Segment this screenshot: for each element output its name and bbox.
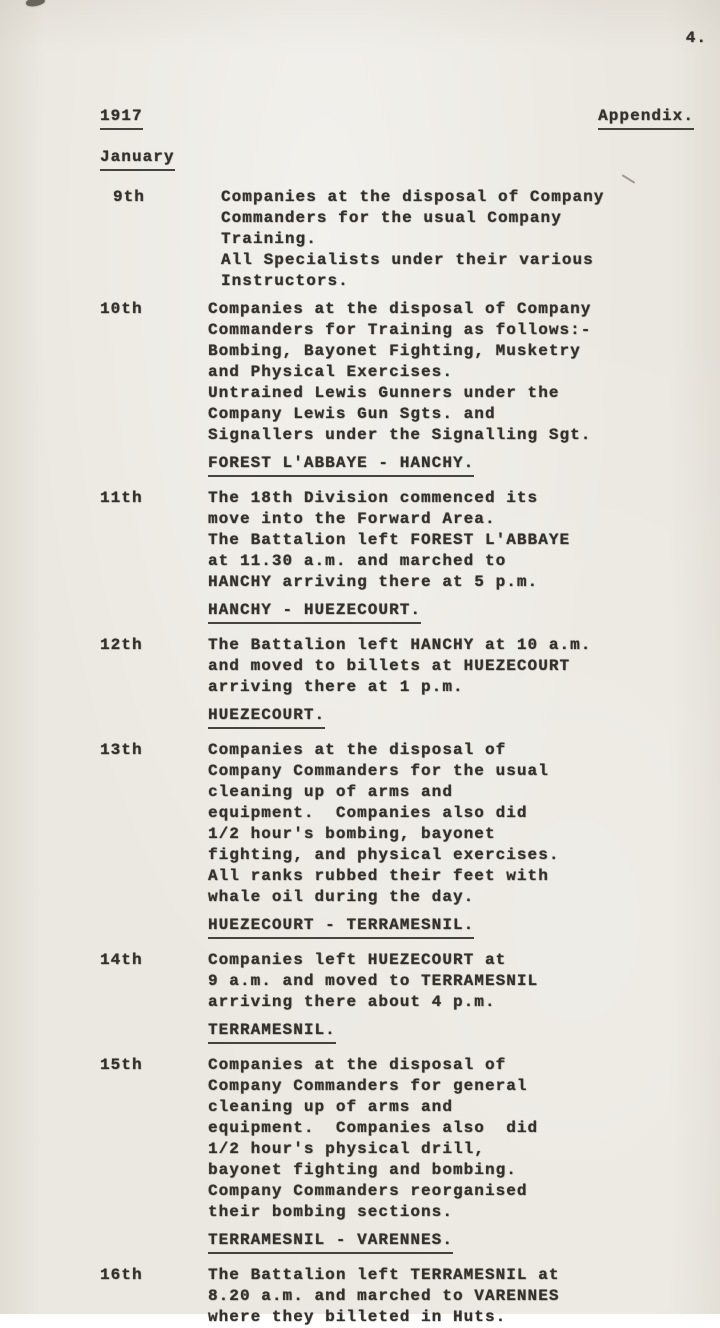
- entry-line: Training.: [221, 230, 317, 248]
- entry-line: fighting, and physical exercises.: [208, 846, 560, 864]
- month-label: January: [100, 147, 175, 171]
- entry-line: and moved to billets at HUEZECOURT: [208, 657, 571, 675]
- diary-entry: [100, 453, 700, 593]
- diary-entry: [100, 1020, 700, 1223]
- entry-date: 10th: [100, 300, 143, 318]
- page-header: [0, 0, 720, 130]
- route-heading-text: HUEZECOURT - TERRAMESNIL.: [208, 915, 474, 939]
- entry-lines: [208, 1055, 700, 1223]
- entry-date: 13th: [100, 741, 143, 759]
- entry-lines: [208, 488, 700, 593]
- route-heading: [208, 600, 700, 624]
- entry-row: [100, 488, 700, 593]
- entry-line: move into the Forward Area.: [208, 510, 496, 528]
- entry-line: Untrained Lewis Gunners under the: [208, 384, 560, 402]
- entry-line: Company Commanders reorganised: [208, 1182, 528, 1200]
- entry-row: [100, 1055, 700, 1223]
- month-row: [0, 130, 720, 171]
- entry-line: Companies left HUEZECOURT at: [208, 951, 507, 969]
- entry-line: 1/2 hour's bombing, bayonet: [208, 825, 496, 843]
- entry-line: 9 a.m. and moved to TERRAMESNIL: [208, 972, 539, 990]
- entry-line: equipment. Companies also did: [208, 804, 528, 822]
- entry-line: arriving there about 4 p.m.: [208, 993, 496, 1011]
- entry-line: Commanders for the usual Company: [221, 209, 562, 227]
- entry-line: All Specialists under their various: [221, 251, 594, 269]
- diary-entry: [100, 299, 700, 446]
- entry-row: [100, 635, 700, 698]
- entry-lines: [208, 950, 700, 1013]
- year-label: 1917: [100, 106, 143, 130]
- route-heading-text: TERRAMESNIL.: [208, 1020, 336, 1044]
- entry-line: The Battalion left HANCHY at 10 a.m.: [208, 636, 592, 654]
- entry-line: cleaning up of arms and: [208, 783, 453, 801]
- entry-date: 16th: [100, 1266, 143, 1284]
- route-heading-text: HANCHY - HUEZECOURT.: [208, 600, 421, 624]
- entry-row: [100, 299, 700, 446]
- entry-line: Companies at the disposal of Company: [221, 188, 605, 206]
- entry-line: All ranks rubbed their feet with: [208, 867, 549, 885]
- entry-line: Signallers under the Signalling Sgt.: [208, 426, 592, 444]
- entry-line: Bombing, Bayonet Fighting, Musketry: [208, 342, 581, 360]
- entry-row: [100, 187, 700, 292]
- entry-line: at 11.30 a.m. and marched to: [208, 552, 507, 570]
- entry-lines: [208, 1265, 700, 1328]
- entry-date: 9th: [113, 188, 145, 206]
- entry-row: [100, 740, 700, 908]
- entry-line: Companies at the disposal of: [208, 1056, 507, 1074]
- appendix-label: Appendix.: [598, 106, 694, 130]
- route-heading: [208, 1230, 700, 1254]
- entry-line: equipment. Companies also did: [208, 1119, 539, 1137]
- entry-line: Company Commanders for general: [208, 1077, 528, 1095]
- route-heading-text: TERRAMESNIL - VARENNES.: [208, 1230, 453, 1254]
- entry-date: 12th: [100, 636, 143, 654]
- entry-row: [100, 950, 700, 1013]
- entry-line: The Battalion left FOREST L'ABBAYE: [208, 531, 571, 549]
- diary-entry: [100, 705, 700, 908]
- entry-line: HANCHY arriving there at 5 p.m.: [208, 573, 539, 591]
- route-heading: [208, 915, 700, 939]
- entry-date: 11th: [100, 489, 143, 507]
- entry-line: The Battalion left TERRAMESNIL at: [208, 1266, 560, 1284]
- entry-lines: [208, 299, 700, 446]
- entries: [0, 171, 720, 1328]
- diary-entry: [100, 600, 700, 698]
- entry-line: whale oil during the day.: [208, 888, 475, 906]
- entry-line: their bombing sections.: [208, 1203, 453, 1221]
- route-heading: [208, 1020, 700, 1044]
- entry-line: where they billeted in Huts.: [208, 1308, 507, 1326]
- entry-line: and Physical Exercises.: [208, 363, 453, 381]
- entry-date: 15th: [100, 1056, 143, 1074]
- entry-row: [100, 1265, 700, 1328]
- diary-entry: [100, 1230, 700, 1328]
- entry-line: Company Commanders for the usual: [208, 762, 549, 780]
- entry-lines: [208, 635, 700, 698]
- entry-line: 8.20 a.m. and marched to VARENNES: [208, 1287, 560, 1305]
- diary-entry: [100, 187, 700, 292]
- entry-line: Companies at the disposal of Company: [208, 300, 592, 318]
- page-number: 4.: [685, 29, 707, 47]
- entry-line: Instructors.: [221, 272, 349, 290]
- entry-date: 14th: [100, 951, 143, 969]
- entry-line: 1/2 hour's physical drill,: [208, 1140, 485, 1158]
- entry-line: bayonet fighting and bombing.: [208, 1161, 517, 1179]
- route-heading-text: FOREST L'ABBAYE - HANCHY.: [208, 453, 474, 477]
- route-heading-text: HUEZECOURT.: [208, 705, 325, 729]
- entry-line: Company Lewis Gun Sgts. and: [208, 405, 496, 423]
- entry-line: Commanders for Training as follows:-: [208, 321, 592, 339]
- route-heading: [208, 705, 700, 729]
- entry-line: cleaning up of arms and: [208, 1098, 453, 1116]
- route-heading: [208, 453, 700, 477]
- diary-entry: [100, 915, 700, 1013]
- entry-lines: [221, 187, 700, 292]
- entry-lines: [208, 740, 700, 908]
- entry-line: The 18th Division commenced its: [208, 489, 539, 507]
- entry-line: arriving there at 1 p.m.: [208, 678, 464, 696]
- entry-line: Companies at the disposal of: [208, 741, 507, 759]
